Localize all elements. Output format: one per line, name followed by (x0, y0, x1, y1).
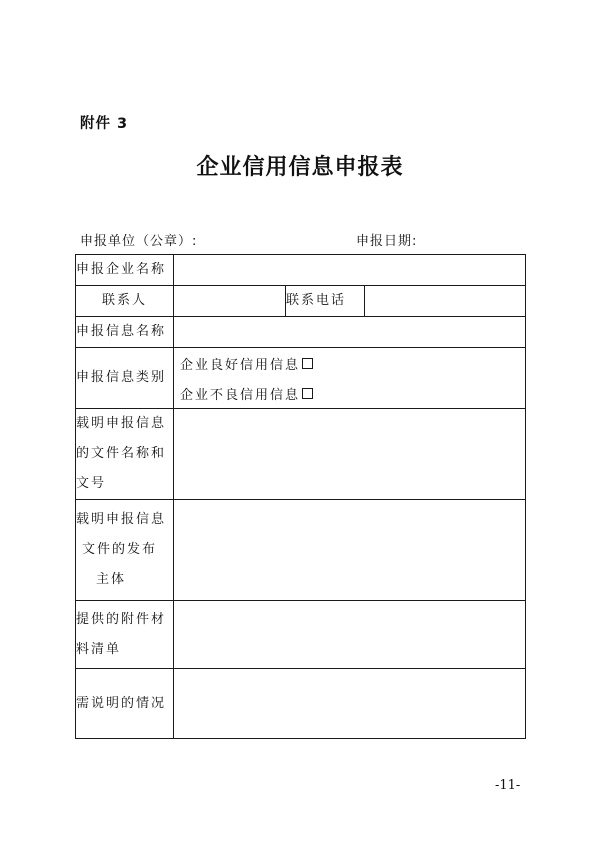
application-date-label: 申报日期: (356, 234, 418, 249)
issuer-label-line: 载明申报信息 (76, 512, 167, 527)
category-option-bad-label: 企业不良信用信息 (180, 387, 301, 403)
attachments-label (76, 601, 174, 669)
row-info-name (76, 317, 526, 348)
phone-field[interactable] (365, 286, 526, 317)
attachments-label-line: 提供的附件材 (76, 611, 167, 627)
row-contact (76, 286, 526, 317)
page-number: -11- (495, 778, 521, 793)
issuer-field[interactable] (174, 500, 526, 601)
attachments-label-line: 料清单 (76, 641, 122, 657)
info-name-label: 申报信息名称 (76, 317, 174, 348)
checkbox-good[interactable] (302, 358, 313, 369)
notes-field[interactable] (174, 669, 526, 739)
credit-info-form (75, 254, 526, 739)
company-name-label: 申报企业名称 (76, 255, 174, 286)
row-info-category (76, 348, 526, 409)
category-option-good-label: 企业良好信用信息 (180, 357, 301, 373)
info-category-options (174, 348, 526, 409)
document-field[interactable] (174, 409, 526, 500)
category-option-bad[interactable] (174, 378, 525, 408)
phone-label: 联系电话 (286, 286, 365, 317)
row-issuer (76, 500, 526, 601)
company-name-field[interactable] (174, 255, 526, 286)
document-label-line: 文号 (76, 476, 107, 491)
info-name-field[interactable] (174, 317, 526, 348)
page-title: 企业信用信息申报表 (196, 154, 404, 180)
attachment-label: 附件 3 (80, 116, 129, 132)
issuer-label-line: 主体 (96, 572, 127, 587)
row-company-name (76, 255, 526, 286)
contact-label: 联系人 (76, 286, 174, 317)
notes-label: 需说明的情况 (76, 669, 174, 739)
checkbox-bad[interactable] (302, 388, 313, 399)
document-label-line: 的文件名称和 (76, 446, 167, 461)
contact-field[interactable] (174, 286, 286, 317)
attachments-field[interactable] (174, 601, 526, 669)
row-document (76, 409, 526, 500)
applicant-unit-label: 申报单位（公章）: (80, 234, 198, 249)
info-category-label: 申报信息类别 (76, 348, 174, 409)
row-notes (76, 669, 526, 739)
issuer-label-line: 文件的发布 (82, 542, 158, 557)
issuer-label (76, 500, 174, 601)
category-option-good[interactable] (174, 348, 525, 378)
row-attachments (76, 601, 526, 669)
document-label (76, 409, 174, 500)
document-label-line: 载明申报信息 (76, 416, 167, 431)
